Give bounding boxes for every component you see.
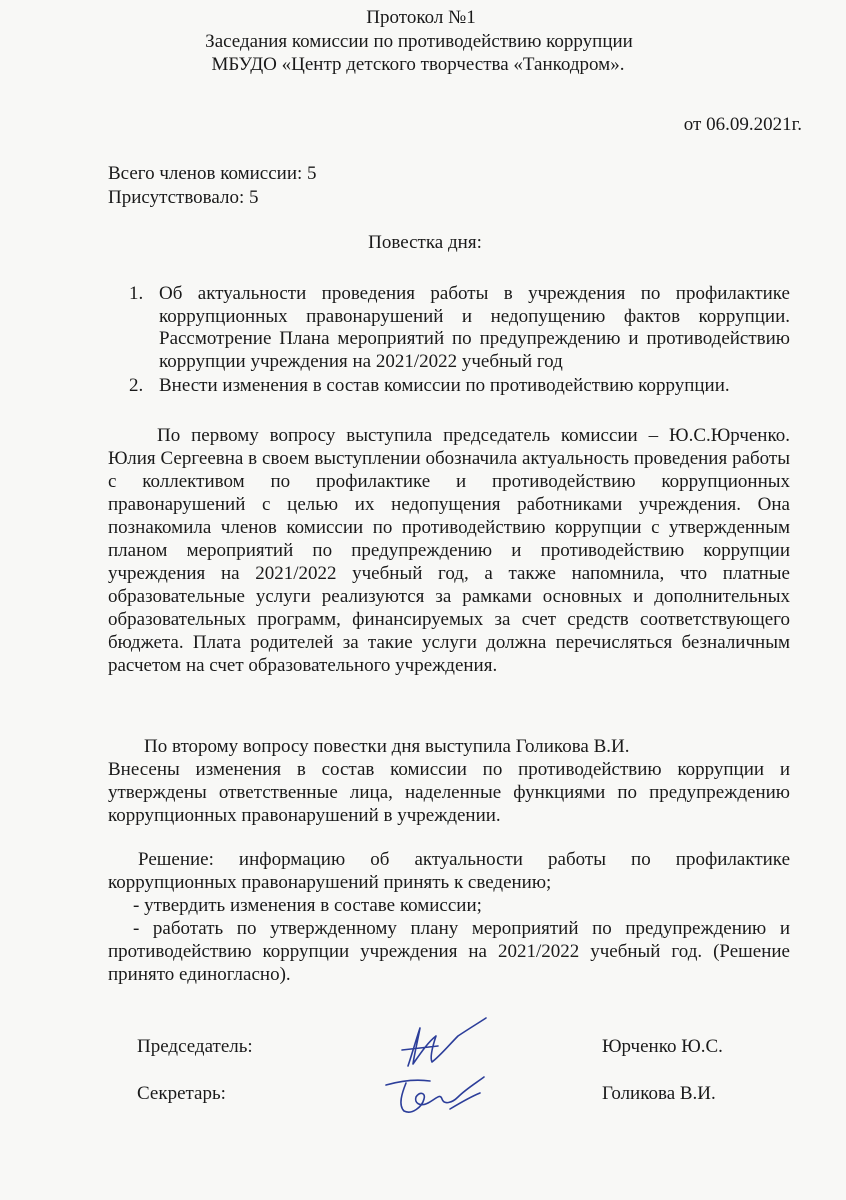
decision-lead: Решение: информацию об актуальности работы по профилактике коррупционных правонарушений принять к сведению; [108, 849, 790, 893]
chairman-role: Председатель: [137, 1036, 253, 1057]
decision-point-2: - работать по утвержденному плану мероприятий по предупреждению и противодействию коррупции учреждения на 2021/2022 учебный год. (Решение принято единогласно). [108, 918, 790, 985]
secretary-role: Секретарь: [137, 1083, 226, 1104]
organization-name: МБУДО «Центр детского творчества «Танкодром». [211, 54, 625, 75]
agenda-item [108, 283, 790, 374]
decision-point-1: - утвердить изменения в составе комиссии; [133, 895, 482, 916]
secretary-signature [380, 1063, 500, 1123]
decision-paragraph [108, 848, 790, 986]
agenda-item [108, 375, 790, 398]
protocol-number: Протокол №1 [366, 7, 476, 28]
document-header [0, 6, 846, 77]
total-members: Всего членов комиссии: 5 [108, 163, 317, 184]
chairman-signature-row [0, 1036, 846, 1066]
agenda-title: Повестка дня: [368, 232, 482, 253]
secretary-name: Голикова В.И. [602, 1083, 716, 1104]
agenda-list [108, 283, 790, 398]
attendance-block [108, 162, 317, 210]
second-question-text: Внесены изменения в состав комиссии по противодействию коррупции и утверждены ответственные лица, наделенные функциями по предупреждению коррупционных правонарушений в учреждении. [108, 759, 790, 826]
second-question-intro: По второму вопросу повестки дня выступила Голикова В.И. [144, 736, 630, 757]
secretary-signature-row [0, 1083, 846, 1113]
present-members: Присутствовало: 5 [108, 187, 259, 208]
agenda-item-number: 1. [129, 283, 144, 304]
agenda-item-text: Об актуальности проведения работы в учреждения по профилактике коррупционных правонарушений и недопущению фактов коррупции. Рассмотрение Плана мероприятий по предупреждению и противодействию коррупции учреждения на 2021/2022 учебный год [159, 283, 790, 373]
agenda-item-number: 2. [129, 374, 144, 396]
signature-block [0, 1036, 846, 1156]
protocol-date: от 06.09.2021г. [683, 114, 802, 135]
chairman-name: Юрченко Ю.С. [602, 1036, 723, 1057]
first-question-paragraph: По первому вопросу выступила председатель комиссии – Ю.С.Юрченко. Юлия Сергеевна в своем выступлении обозначила актуальность проведения работы с коллективом по профилактике и противодействию коррупционных правонарушений с целью их недопущения работниками учреждения. Она познакомила членов комиссии по противодействию коррупции с утвержденным планом мероприятий по предупреждению и противодействию коррупции учреждения на 2021/2022 учебный год, а также напомнила, что платные образовательные услуги реализуются за рамками основных и дополнительных образовательных программ, финансируемых за счет средств соответствующего бюджета. Плата родителей за такие услуги должна перечисляться безналичным расчетом на счет образовательного учреждения. [108, 425, 790, 676]
meeting-title: Заседания комиссии по противодействию коррупции [205, 30, 633, 52]
second-question-paragraph [108, 735, 790, 827]
agenda-item-text: Внести изменения в состав комиссии по противодействию коррупции. [159, 374, 730, 396]
